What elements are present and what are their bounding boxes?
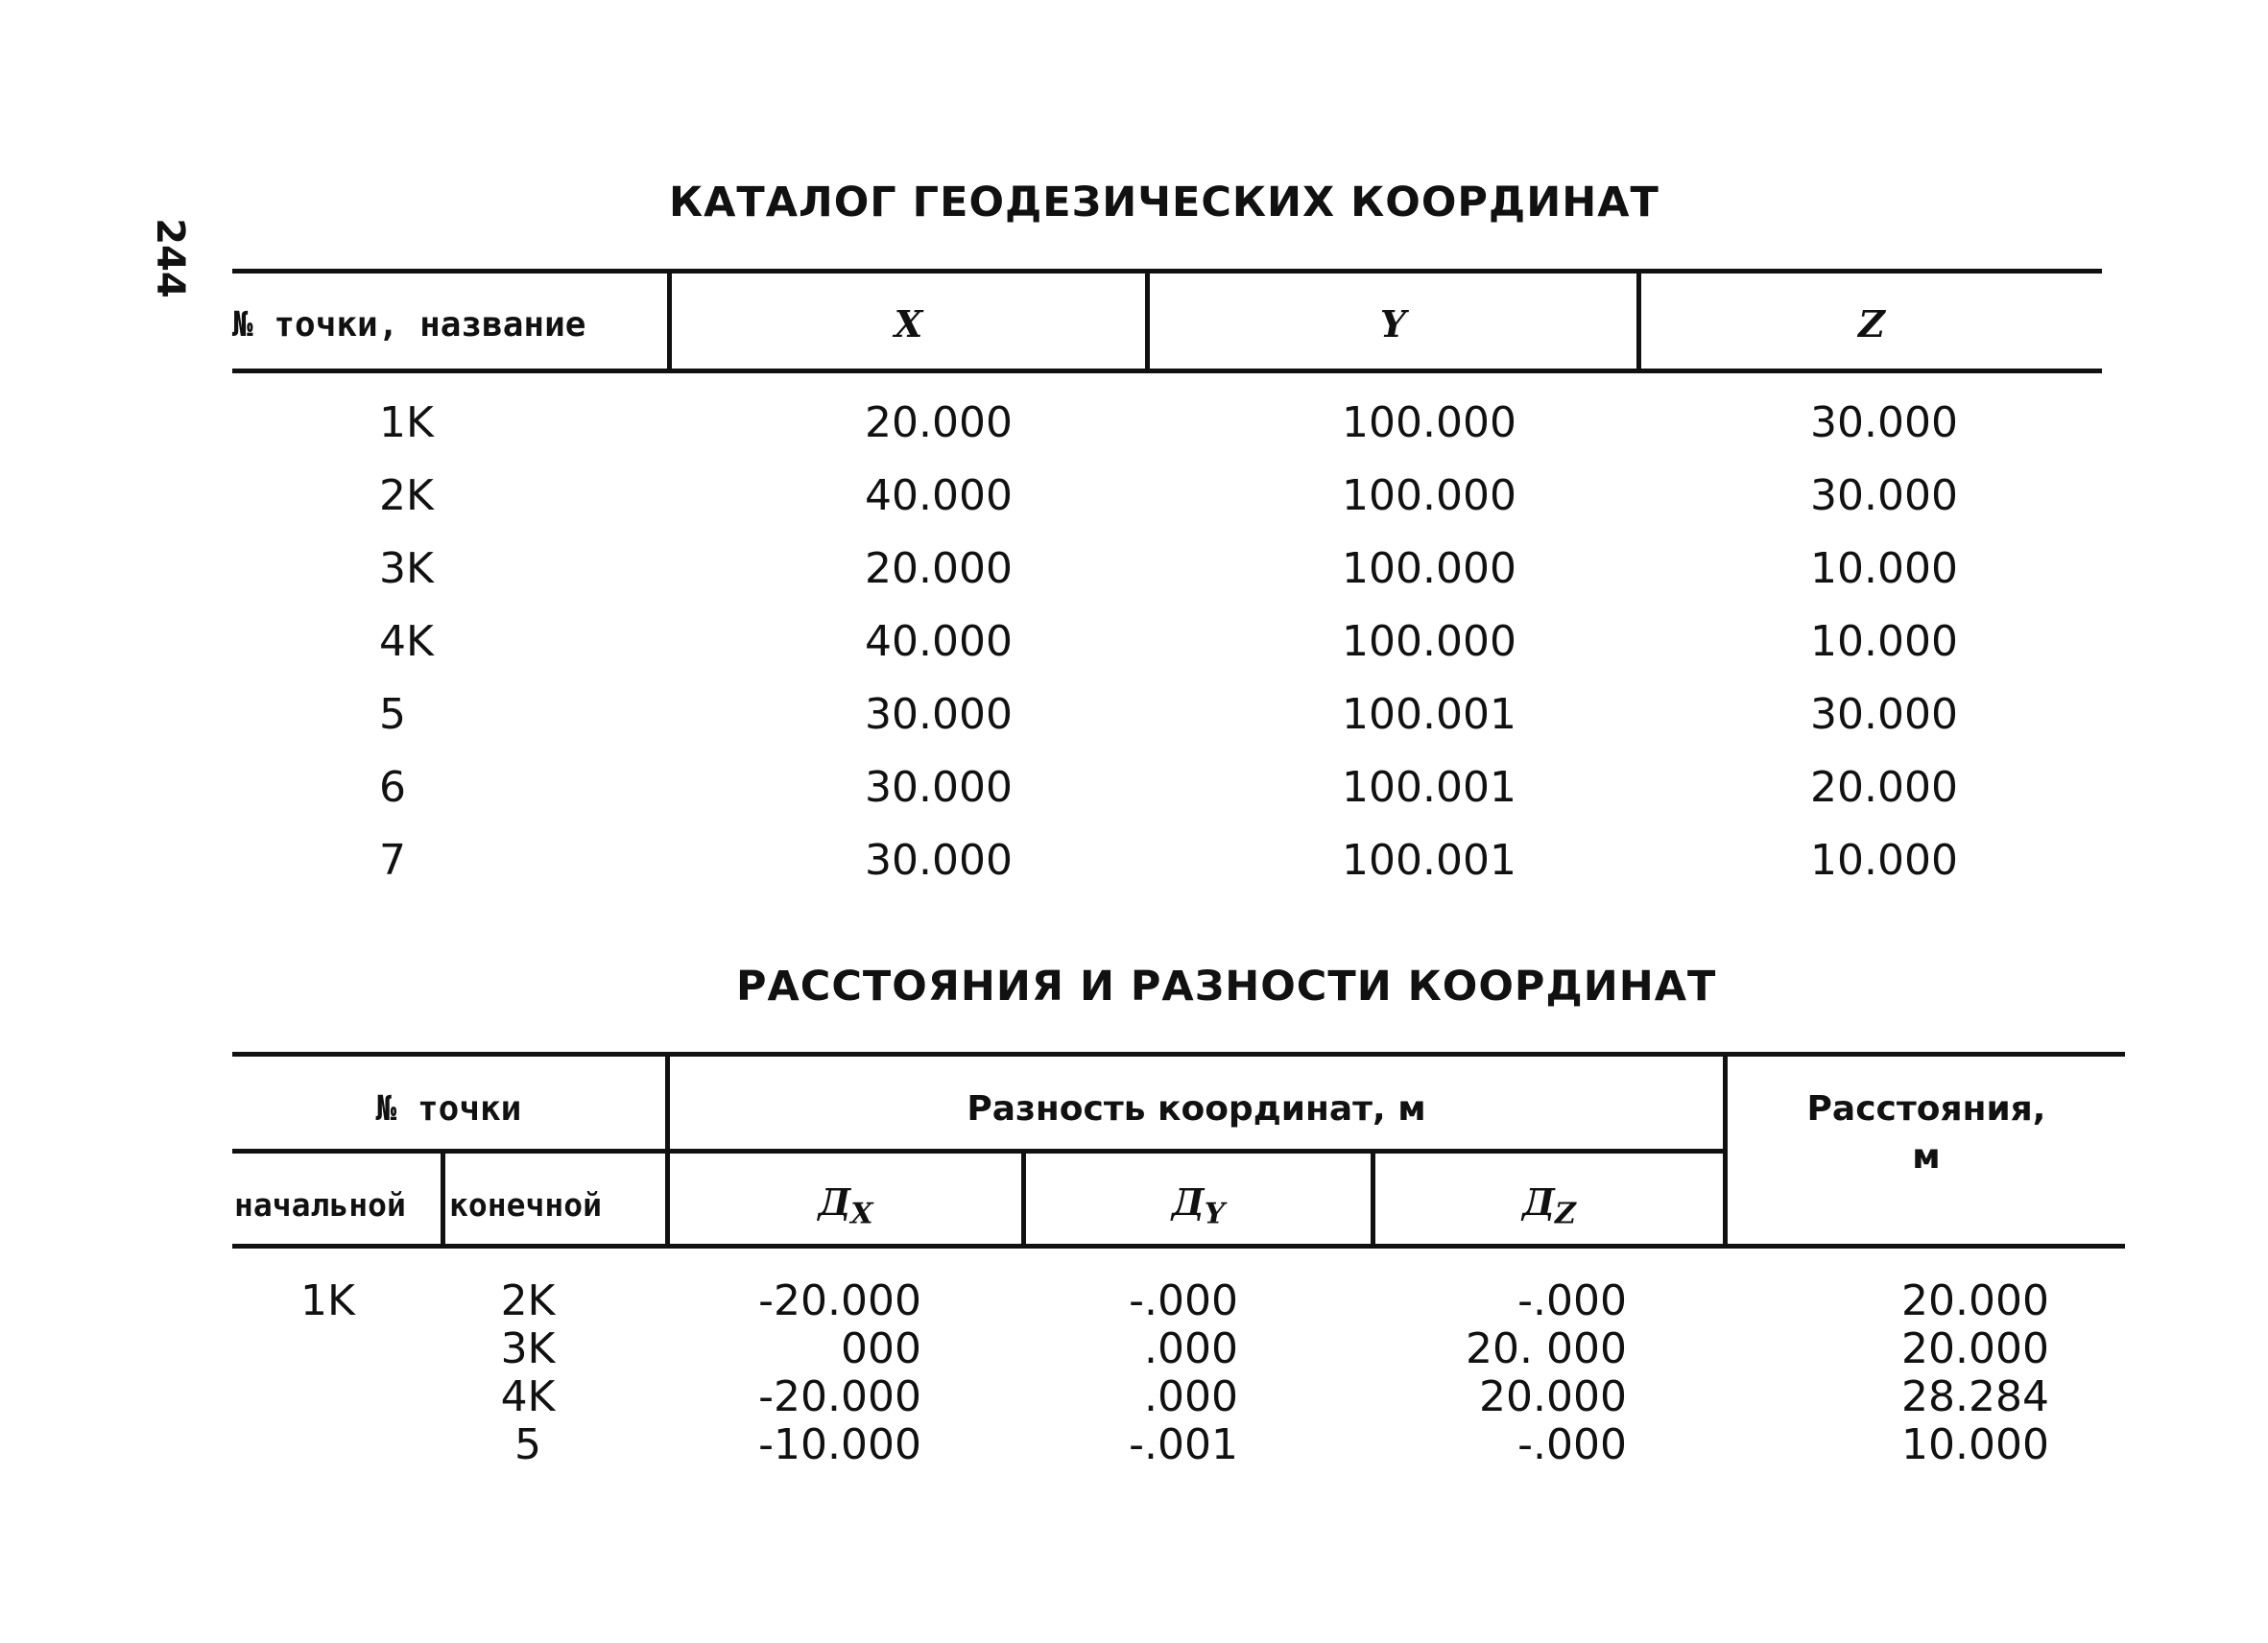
- catalog-cell-x: 20.000: [865, 544, 1013, 593]
- catalog-cell-x: 20.000: [865, 398, 1013, 447]
- catalog-cell-y: 100.000: [1342, 617, 1516, 666]
- distances-header-rule: [232, 1244, 2125, 1249]
- catalog-cell-name: 5: [379, 690, 406, 739]
- distances-cell-dy: -.001: [1129, 1420, 1238, 1469]
- catalog-cell-z: 20.000: [1810, 763, 1958, 812]
- catalog-header-point: № точки, название: [232, 305, 586, 345]
- catalog-cell-name: 4K: [379, 617, 434, 666]
- page-number: 244: [147, 218, 192, 298]
- distances-cell-end: 5: [514, 1420, 541, 1469]
- distances-cell-dz: 20.000: [1479, 1372, 1627, 1421]
- distances-header-dz: [1375, 1180, 1723, 1231]
- catalog-cell-z: 30.000: [1810, 471, 1958, 520]
- dy-subscript: Y: [1204, 1197, 1226, 1231]
- distances-cell-dy: .000: [1144, 1324, 1238, 1373]
- catalog-cell-name: 1K: [379, 398, 434, 447]
- catalog-cell-z: 10.000: [1810, 836, 1958, 885]
- distances-start-point: 1K: [300, 1276, 355, 1325]
- distances-cell-dz: 20. 000: [1466, 1324, 1627, 1373]
- distances-subheader-rule: [232, 1149, 1726, 1154]
- distances-cell-dist: 10.000: [1901, 1420, 2049, 1469]
- distances-cell-dy: .000: [1144, 1372, 1238, 1421]
- distances-cell-dx: -20.000: [758, 1372, 921, 1421]
- catalog-header-z: Z: [1858, 302, 1885, 345]
- dx-symbol: Д: [818, 1180, 851, 1224]
- distances-cell-dy: -.000: [1129, 1276, 1238, 1325]
- catalog-header-rule: [232, 369, 2102, 373]
- distances-title: РАССТОЯНИЯ И РАЗНОСТИ КООРДИНАТ: [736, 963, 1717, 1011]
- catalog-header-y: Y: [1379, 302, 1407, 345]
- catalog-top-rule: [232, 269, 2102, 274]
- distances-cell-dx: -10.000: [758, 1420, 921, 1469]
- distances-cell-dist: 20.000: [1901, 1276, 2049, 1325]
- catalog-cell-x: 30.000: [865, 690, 1013, 739]
- catalog-cell-z: 30.000: [1810, 690, 1958, 739]
- catalog-cell-name: 2K: [379, 471, 434, 520]
- dx-subscript: X: [850, 1197, 873, 1231]
- catalog-cell-name: 7: [379, 836, 406, 885]
- distances-header-point-group: № точки: [375, 1089, 522, 1129]
- distances-top-rule: [232, 1052, 2125, 1057]
- distances-col-divider: [441, 1149, 445, 1247]
- distances-header-dx: [670, 1180, 1021, 1231]
- distances-header-dist-line1: Расстояния,: [1806, 1089, 2046, 1129]
- catalog-cell-y: 100.001: [1342, 690, 1516, 739]
- catalog-cell-x: 30.000: [865, 763, 1013, 812]
- distances-header-dy: [1026, 1180, 1371, 1231]
- catalog-cell-z: 30.000: [1810, 398, 1958, 447]
- dz-symbol: Д: [1522, 1180, 1555, 1224]
- distances-cell-end: 4K: [500, 1372, 556, 1421]
- catalog-cell-y: 100.001: [1342, 763, 1516, 812]
- distances-cell-end: 2K: [500, 1276, 556, 1325]
- catalog-cell-y: 100.000: [1342, 398, 1516, 447]
- distances-cell-dx: -20.000: [758, 1276, 921, 1325]
- distances-header-dist-line2: м: [1912, 1137, 1941, 1177]
- catalog-cell-y: 100.000: [1342, 471, 1516, 520]
- distances-header-end: конечной: [449, 1186, 602, 1224]
- dy-symbol: Д: [1171, 1180, 1205, 1224]
- distances-cell-dist: 28.284: [1901, 1372, 2049, 1421]
- catalog-header-x: X: [894, 302, 923, 345]
- catalog-cell-x: 30.000: [865, 836, 1013, 885]
- distances-header-diff-group: Разность координат, м: [967, 1089, 1426, 1129]
- catalog-cell-z: 10.000: [1810, 617, 1958, 666]
- distances-cell-dx: 000: [841, 1324, 921, 1373]
- catalog-cell-x: 40.000: [865, 617, 1013, 666]
- distances-header-start: начальной: [234, 1186, 406, 1224]
- catalog-cell-y: 100.000: [1342, 544, 1516, 593]
- catalog-cell-name: 3K: [379, 544, 434, 593]
- distances-cell-dist: 20.000: [1901, 1324, 2049, 1373]
- dz-subscript: Z: [1554, 1197, 1576, 1231]
- catalog-title: КАТАЛОГ ГЕОДЕЗИЧЕСКИХ КООРДИНАТ: [669, 179, 1659, 226]
- catalog-cell-y: 100.001: [1342, 836, 1516, 885]
- distances-cell-dz: -.000: [1517, 1276, 1627, 1325]
- catalog-cell-name: 6: [379, 763, 406, 812]
- catalog-cell-x: 40.000: [865, 471, 1013, 520]
- distances-cell-end: 3K: [500, 1324, 556, 1373]
- catalog-cell-z: 10.000: [1810, 544, 1958, 593]
- distances-cell-dz: -.000: [1517, 1420, 1627, 1469]
